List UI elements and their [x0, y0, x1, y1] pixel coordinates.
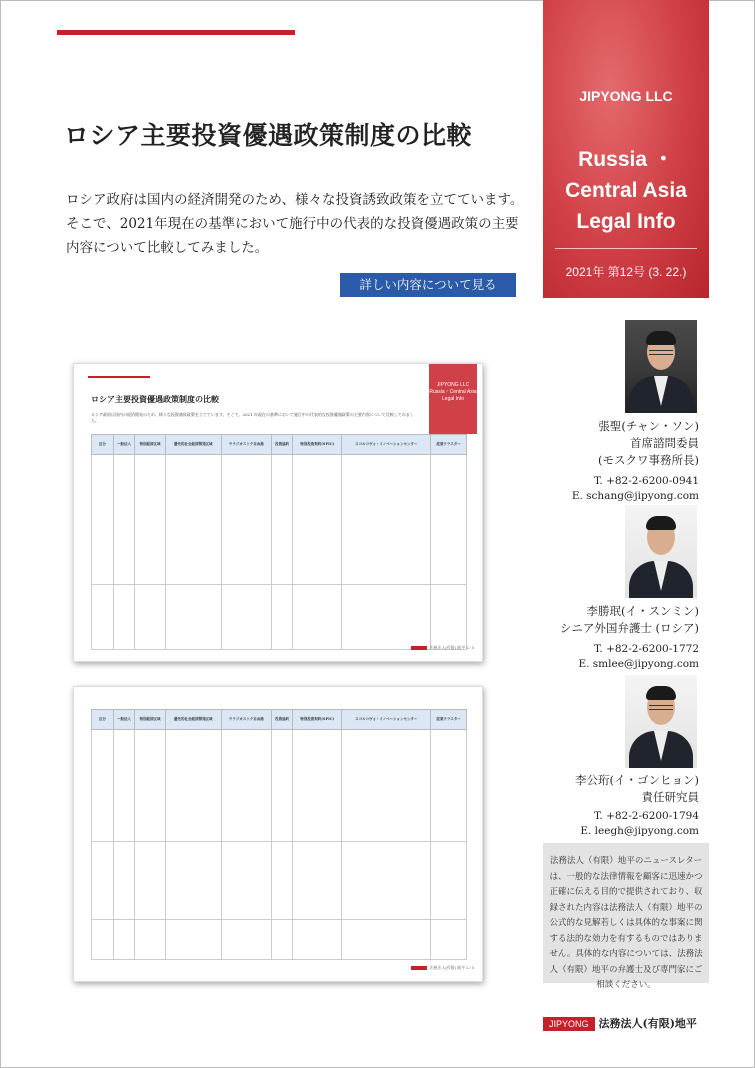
banner-heading-line: Russia ・	[578, 148, 674, 171]
thumb-table-header	[92, 710, 467, 730]
thumb-col: 投資協約	[272, 435, 293, 455]
thumb-col: 区分	[92, 710, 114, 730]
lawyer-phone: T. +82-2-6200-1794	[593, 810, 699, 822]
lawyer-card-2	[560, 603, 699, 672]
thumb-col: 特別経済区域	[135, 710, 166, 730]
lawyer-email[interactable]: E. schang@jipyong.com	[571, 490, 699, 502]
thumb-col: ウラジオストク自由港	[221, 710, 272, 730]
thumb-col: 一般法人	[114, 435, 135, 455]
lawyer-photo-2	[625, 505, 697, 598]
table-row	[92, 455, 467, 585]
lawyer-name: 李公珩(イ・ゴンヒョン)	[575, 773, 699, 787]
banner-issue: 2021年 第12号 (3. 22.)	[565, 265, 687, 279]
banner-heading-line: Central Asia	[565, 179, 687, 202]
lawyer-name: 張聖(チャン・ソン)	[598, 419, 699, 433]
banner-divider	[555, 248, 697, 249]
logo-text: 法務法人(有限)地平	[598, 1017, 697, 1030]
thumb-col: 特別投資契約(SPIC)	[293, 710, 342, 730]
thumb-col: 特別経済区域	[135, 435, 166, 455]
accent-bar	[57, 30, 295, 35]
table-row	[92, 730, 467, 842]
more-details-button[interactable]: 詳しい内容について見る	[340, 273, 516, 297]
disclaimer-box: 法務法人（有限）地平のニュースレターは、一般的な法律情報を顧客に迅速かつ正確に伝える目的で提供されており、収録された内容は法務法人（有限）地平の公式的な見解若しくは具体的な事案に関する法的な効力を有するものではありません。具体的な内容については、法務法人（有限）地平の弁護士及び専門家にご相談ください。	[543, 843, 709, 983]
thumb-table	[91, 709, 467, 960]
thumb-col: 投資協約	[272, 710, 293, 730]
thumb-col: 区分	[92, 435, 114, 455]
thumb-col: スコルコヴォ・イノベーションセンター	[342, 710, 431, 730]
lawyer-photo-1	[625, 320, 697, 413]
lawyer-title: 首席諮問委員	[630, 436, 699, 450]
lawyer-title: シニア外国弁護士 (ロシア)	[559, 621, 699, 635]
thumb-accent-bar	[88, 376, 150, 378]
logo-mark: JIPYONG	[543, 1017, 595, 1031]
page-title: ロシア主要投資優遇政策制度の比較	[64, 121, 473, 150]
lawyer-card-3	[575, 772, 699, 839]
thumb-col: スコルコヴォ・イノベーションセンター	[342, 435, 431, 455]
firm-logo	[543, 1015, 697, 1031]
thumb-banner: JIPYONG LLC Russia・Central Asia Legal Info	[429, 364, 477, 434]
thumb-title: ロシア主要投資優遇政策制度の比較	[91, 394, 219, 404]
lawyer-phone: T. +82-2-6200-0941	[593, 475, 699, 487]
thumb-table	[91, 434, 467, 650]
thumb-footer	[411, 645, 474, 651]
thumb-col: ウラジオストク自由港	[221, 435, 272, 455]
table-row	[92, 842, 467, 920]
banner-firm: JIPYONG LLC	[579, 88, 673, 104]
lawyer-email[interactable]: E. leegh@jipyong.com	[580, 825, 699, 837]
thumb-col: 優先的社会経済開発区域	[166, 435, 222, 455]
thumb-table-header	[92, 435, 467, 455]
thumb-col: 優先的社会経済開発区域	[166, 710, 222, 730]
lawyer-title: 責任研究員	[641, 790, 699, 804]
lawyer-card-1	[572, 418, 699, 504]
table-row	[92, 585, 467, 650]
thumb-intro: ロシア政府は国内の経済開発のため、様々な投資誘致政策を立てています。そこで、2021 年現在の基準において施行中の代表的な投資優遇政策の主要内容について比較してみました。	[91, 412, 414, 423]
intro-text: ロシア政府は国内の経済開発のため、様々な投資誘致政策を立てています。そこで、2021年現在の基準において施行中の代表的な投資優遇政策の主要内容について比較してみました。	[66, 192, 524, 256]
thumb-footer-text: 法務法人(有限) 地平 2 / 4	[429, 965, 474, 970]
lawyer-name: 李勝珉(イ・スンミン)	[586, 604, 699, 618]
thumb-col: 産業クラスター	[431, 435, 467, 455]
lawyer-photo-3	[625, 675, 697, 768]
table-row	[92, 920, 467, 960]
newsletter-banner	[543, 0, 709, 298]
page-thumbnail-1[interactable]	[73, 363, 483, 662]
thumb-footer-text: 法務法人(有限) 地平 1 / 4	[429, 645, 474, 650]
thumb-footer	[411, 965, 474, 971]
page-thumbnail-2[interactable]	[73, 686, 483, 982]
thumb-col: 特別投資契約(SPIC)	[293, 435, 342, 455]
thumb-col: 産業クラスター	[431, 710, 467, 730]
banner-heading-line: Legal Info	[576, 210, 676, 233]
lawyer-phone: T. +82-2-6200-1772	[593, 643, 699, 655]
lawyer-email[interactable]: E. smlee@jipyong.com	[578, 658, 699, 670]
banner-heading	[543, 144, 709, 237]
thumb-col: 一般法人	[114, 710, 135, 730]
lawyer-title: (モスクワ事務所長)	[598, 453, 699, 467]
